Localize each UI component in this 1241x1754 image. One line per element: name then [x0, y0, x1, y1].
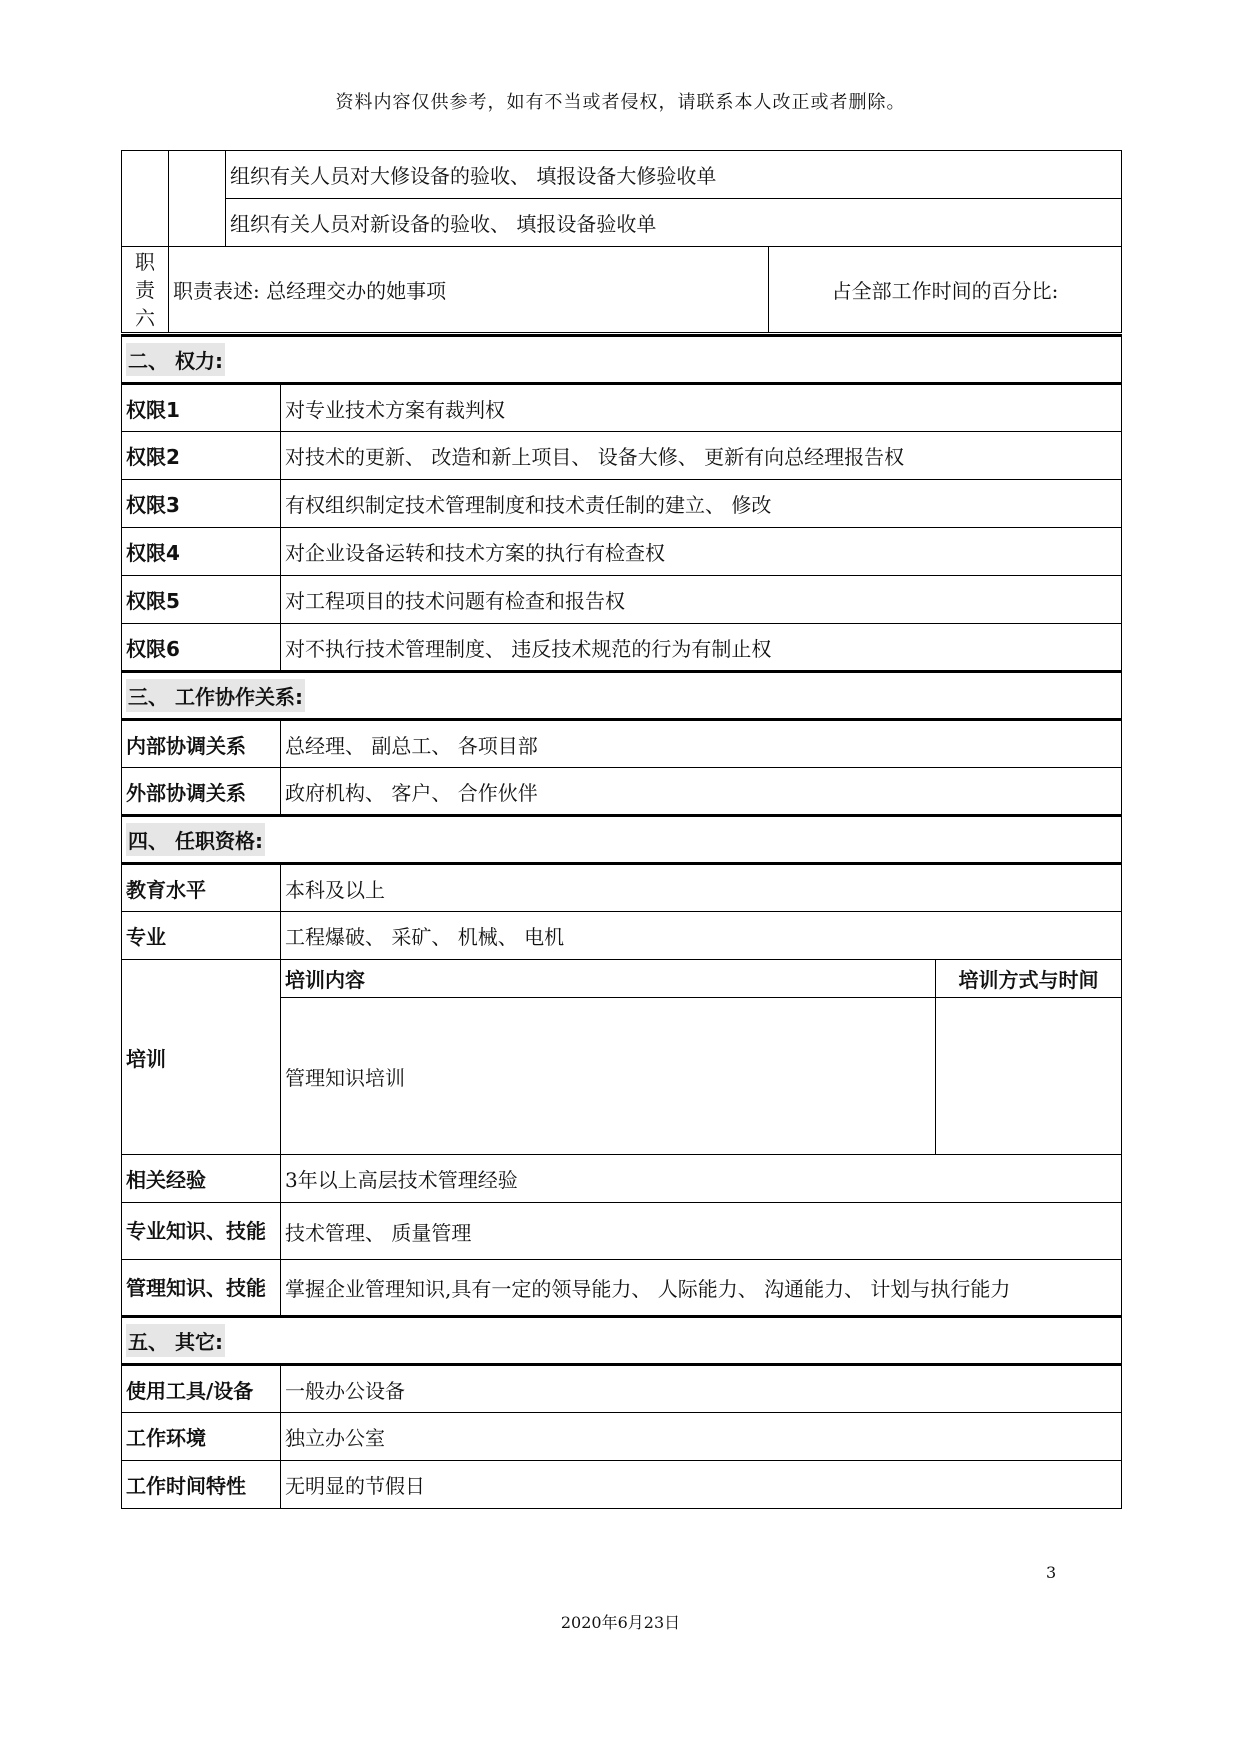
power-value: 对工程项目的技术问题有检查和报告权	[281, 576, 1122, 624]
section-title-other: 五、 其它:	[126, 1324, 225, 1357]
mgmt-skill-label: 管理知识、技能	[122, 1260, 281, 1317]
other-value: 一般办公设备	[281, 1365, 1122, 1413]
section-title-qualification: 四、 任职资格:	[126, 823, 265, 856]
education-label: 教育水平	[122, 864, 281, 912]
duty-table	[121, 150, 1122, 333]
duty-task-row: 组织有关人员对大修设备的验收、 填报设备大修验收单	[226, 151, 1122, 199]
duty6-desc: 职责表述: 总经理交办的她事项	[169, 247, 769, 333]
major-label: 专业	[122, 912, 281, 960]
major-value: 工程爆破、 采矿、 机械、 电机	[281, 912, 1122, 960]
job-info-table	[121, 334, 1122, 1509]
power-label: 权限5	[122, 576, 281, 624]
other-value: 无明显的节假日	[281, 1461, 1122, 1509]
education-value: 本科及以上	[281, 864, 1122, 912]
section-title-power: 二、 权力:	[126, 343, 225, 376]
section-title-cooperation: 三、 工作协作关系:	[126, 679, 305, 712]
training-content-header: 培训内容	[281, 960, 936, 998]
relation-value: 总经理、 副总工、 各项目部	[281, 720, 1122, 768]
power-value: 对技术的更新、 改造和新上项目、 设备大修、 更新有向总经理报告权	[281, 432, 1122, 480]
experience-value: 3年以上高层技术管理经验	[281, 1155, 1122, 1203]
footer-date: 2020年6月23日	[560, 1613, 681, 1632]
training-method-header: 培训方式与时间	[936, 960, 1122, 998]
other-value: 独立办公室	[281, 1413, 1122, 1461]
training-label: 培训	[122, 960, 281, 1155]
other-label: 工作时间特性	[122, 1461, 281, 1509]
power-value: 对不执行技术管理制度、 违反技术规范的行为有制止权	[281, 624, 1122, 672]
power-label: 权限4	[122, 528, 281, 576]
power-label: 权限3	[122, 480, 281, 528]
header-disclaimer: 资料内容仅供参考，如有不当或者侵权，请联系本人改正或者删除。	[335, 92, 906, 113]
relation-label: 外部协调关系	[122, 768, 281, 816]
other-label: 使用工具/设备	[122, 1365, 281, 1413]
prof-skill-label: 专业知识、技能	[122, 1203, 281, 1260]
power-label: 权限2	[122, 432, 281, 480]
experience-label: 相关经验	[122, 1155, 281, 1203]
power-value: 对专业技术方案有裁判权	[281, 384, 1122, 432]
training-method	[936, 998, 1122, 1155]
other-label: 工作环境	[122, 1413, 281, 1461]
power-value: 有权组织制定技术管理制度和技术责任制的建立、 修改	[281, 480, 1122, 528]
blank-cell	[169, 151, 226, 247]
duty6-percent: 占全部工作时间的百分比:	[769, 247, 1122, 333]
duty6-label: 职 责 六	[122, 247, 169, 333]
duty-task-row: 组织有关人员对新设备的验收、 填报设备验收单	[226, 199, 1122, 247]
power-value: 对企业设备运转和技术方案的执行有检查权	[281, 528, 1122, 576]
relation-value: 政府机构、 客户、 合作伙伴	[281, 768, 1122, 816]
training-content: 管理知识培训	[281, 998, 936, 1155]
prof-skill-value: 技术管理、 质量管理	[281, 1203, 1122, 1260]
relation-label: 内部协调关系	[122, 720, 281, 768]
power-label: 权限1	[122, 384, 281, 432]
blank-cell	[122, 151, 169, 247]
mgmt-skill-value: 掌握企业管理知识,具有一定的领导能力、 人际能力、 沟通能力、 计划与执行能力	[281, 1260, 1122, 1317]
power-label: 权限6	[122, 624, 281, 672]
page-number: 3	[1046, 1563, 1057, 1582]
